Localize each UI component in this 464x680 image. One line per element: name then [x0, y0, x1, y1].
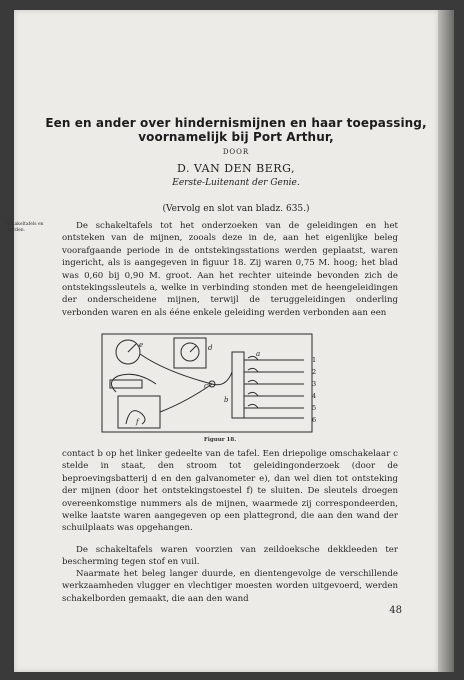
paragraph-3: De schakeltafels waren voorzien van zeildoeksche dekkleeden ter bescherming tegen stof en vuil. [62, 545, 398, 568]
continuation-note: (Vervolg en slot van bladz. 635.) [162, 204, 310, 214]
author-rank: Eerste-Luitenant der Genie. [172, 178, 300, 188]
page-edge-shadow [438, 10, 454, 672]
firing-keys-block [232, 352, 244, 418]
label-n2: 2 [312, 368, 317, 376]
label-f: f [136, 418, 139, 426]
paragraph-4: Naarmate het beleg langer duurde, en dientengevolge de verschillende werkzaamheden vlugger en vlechtiger moesten worden uitgevoerd, werden schakelborden gemaakt, die aan den wand [62, 569, 398, 604]
paragraph-2: contact b op het linker gedeelte van de tafel. Een driepolige omschakelaar c stelde in staat, den stroom tot geleidingonderzoek (door de beproevingsbatterij d en den galvanometer e), dan wel dien tot ontsteking der mijnen (door het ontstekingstoestel f) te sluiten. De sleutels droegen overeenkomstige nummers als de mijnen, waarmede zij correspondeerden, welke laatste waren aangegeven op een plattegrond, die aan den wand der schuilplaats was opgehangen. [62, 449, 398, 534]
article-title-line1: Een en ander over hindernismijnen en haar toepassing, [45, 116, 427, 130]
label-c: c [204, 382, 208, 390]
label-n6: 6 [312, 416, 317, 424]
page-number: 48 [389, 605, 402, 616]
author-name: D. VAN DEN BERG, [177, 162, 295, 175]
article-title-line2: voornamelijk bij Port Arthur, [138, 130, 334, 144]
figure-caption: Figuur 18. [203, 437, 237, 443]
label-n1: 1 [312, 356, 317, 364]
label-d: d [208, 344, 213, 352]
margin-note: Schakeltafels en -borden. [6, 222, 44, 233]
label-b: b [224, 396, 229, 404]
paragraph-1: De schakeltafels tot het onderzoeken van de geleidingen en het ontsteken van de mijnen, zooals deze in de, aan het eigenlijke beleg voorafgaande periode in de ontstekingsstations werden geplaatst, waren ingericht, als is aangegeven in figuur 18. Zij waren 0,75 M. hoog; het blad was 0,60 bij 0,90 M. groot. Aan het rechter uiteinde bevonden zich de ontstekingssleutels a, welke in verbinding stonden met de heengeleidingen der onderscheidene mijnen, terwijl de teruggeleidingen onderling verbonden waren en als ééne enkele geleiding werden verbonden aan een [62, 221, 398, 318]
label-n3: 3 [312, 380, 317, 388]
label-a: a [256, 350, 261, 358]
label-n4: 4 [312, 392, 317, 400]
label-e: e [139, 341, 144, 349]
byline-door: DOOR [222, 148, 250, 156]
label-n5: 5 [312, 404, 317, 412]
figure-18-diagram [96, 332, 344, 436]
